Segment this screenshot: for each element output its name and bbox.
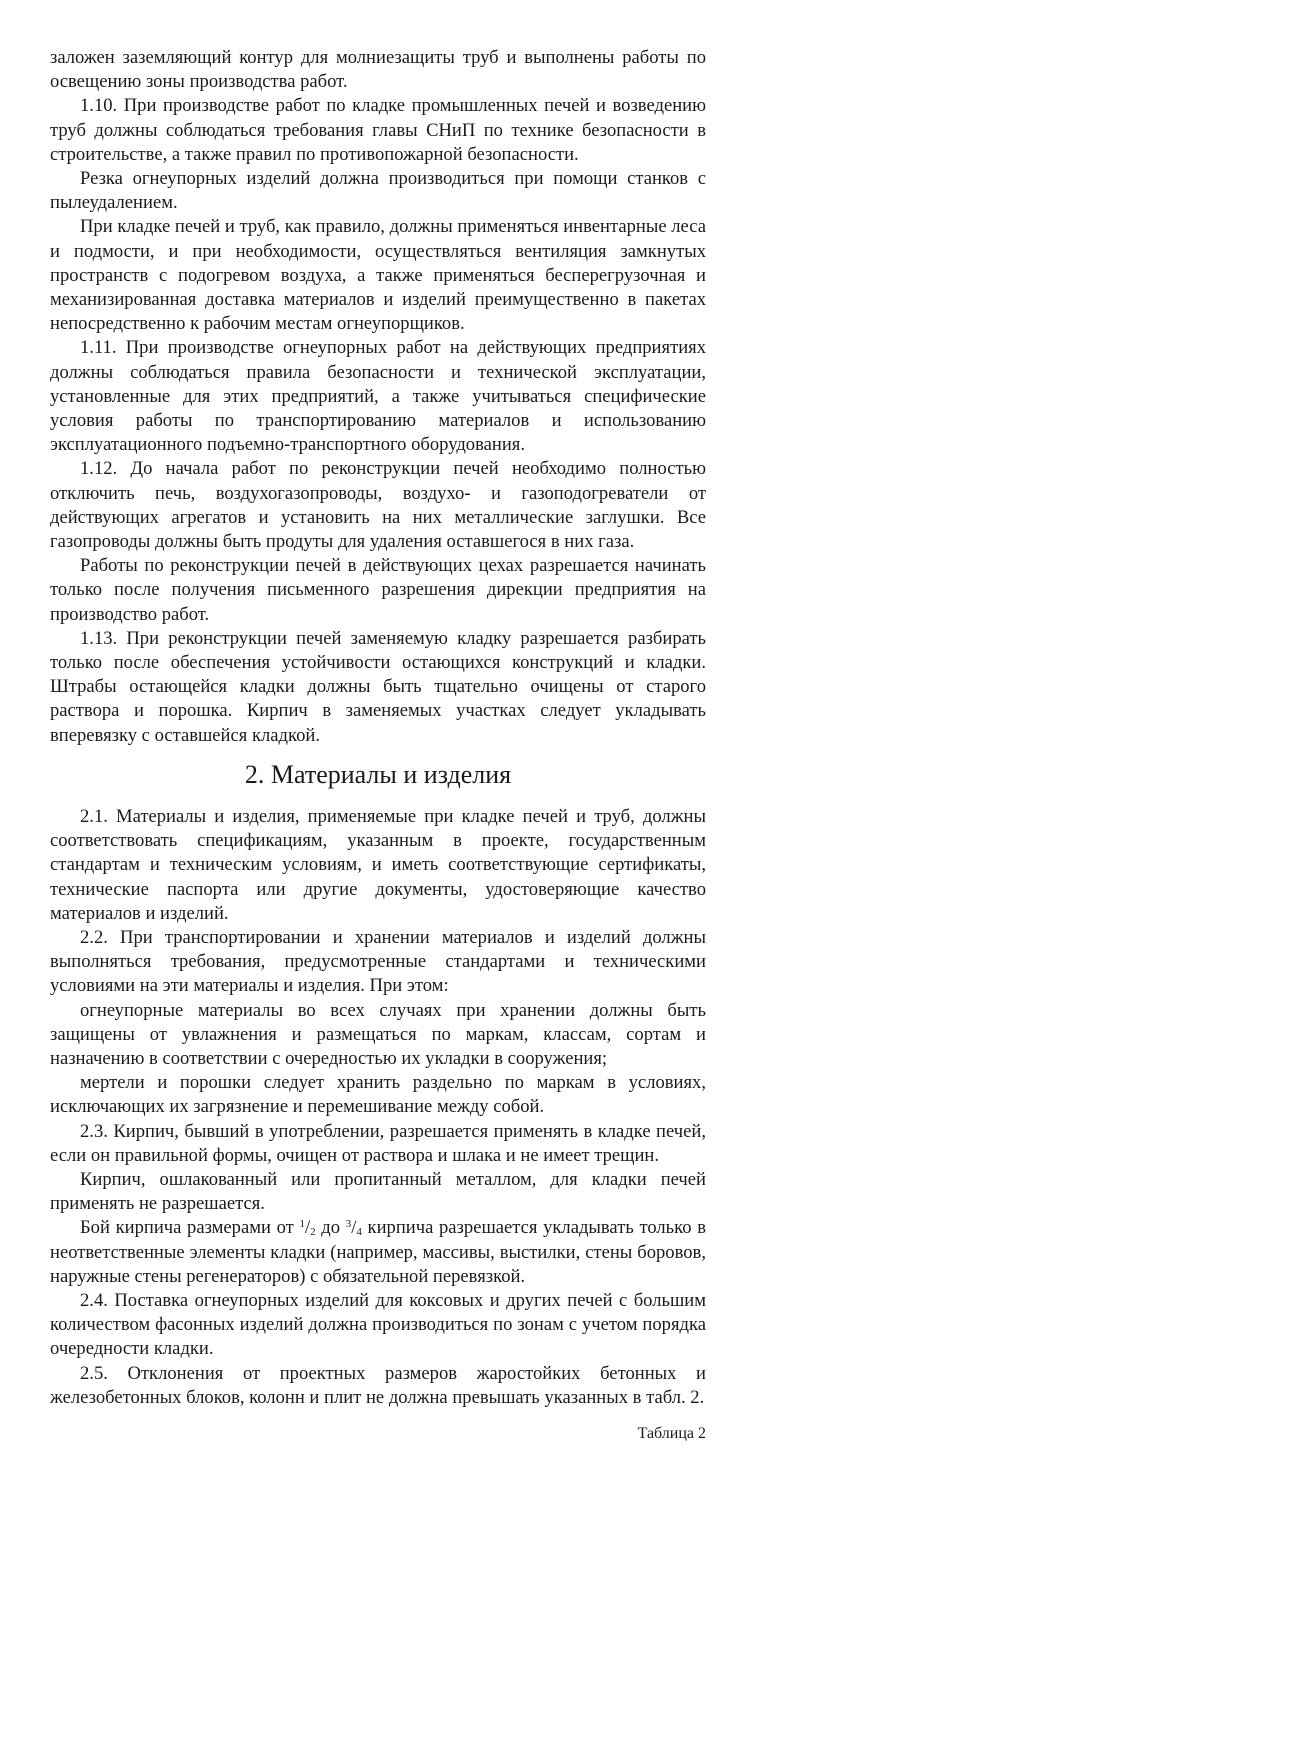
paragraph-2-1: 2.1. Материалы и изделия, применяемые при кладке печей и труб, должны соответствовать спецификациям, указанным в проекте, государственным стандартам и техническим условиям, и иметь соответствующие сертификаты, технические паспорта или другие документы, удостоверяющие качество материалов и изделий. bbox=[50, 805, 706, 924]
paragraph-cutting: Резка огнеупорных изделий должна производиться при помощи станков с пылеудалением. bbox=[50, 168, 706, 214]
paragraph-1-12: 1.12. До начала работ по реконструкции печей необходимо полностью отключить печь, воздухогазопроводы, воздухо- и газоподогреватели от действующих агрегатов и установить на них металлические заглушки. Все газопроводы должны быть продуты для удаления оставшегося в них газа. bbox=[50, 458, 706, 553]
paragraph-1-13: 1.13. При реконструкции печей заменяемую кладку разрешается разбирать только после обеспечения устойчивости остающихся конструкций и кладки. Штрабы остающейся кладки должны быть тщательно очищены от старого раствора и порошка. Кирпич в заменяемых участках следует укладывать вперевязку с оставшейся кладкой. bbox=[50, 627, 706, 746]
paragraph-2-3: 2.3. Кирпич, бывший в употреблении, разрешается применять в кладке печей, если он правильной формы, очищен от раствора и шлака и не имеет трещин. bbox=[50, 1120, 706, 1166]
fraction-1-numerator: 1 bbox=[299, 1218, 305, 1231]
paragraph-1-11: 1.11. При производстве огнеупорных работ на действующих предприятиях должны соблюдаться правила безопасности и технической эксплуатации, установленные для этих предприятий, а также учитываться специфические условия работы по транспортированию материалов и использованию эксплуатационного подъемно-транспортного оборудования. bbox=[50, 337, 706, 456]
paragraph-scaffolding: При кладке печей и труб, как правило, должны применяться инвентарные леса и подмости, и при необходимости, осуществляться вентиляция замкнутых пространств с подогревом воздуха, а также применяться бесперегрузочная и механизированная доставка материалов и изделий преимущественно в пакетах непосредственно к рабочим местам огнеупорщиков. bbox=[50, 216, 706, 335]
section-heading: 2. Материалы и изделия bbox=[244, 759, 512, 789]
paragraph-reconstruction-permit: Работы по реконструкции печей в действующих цехах разрешается начинать только после получения письменного разрешения дирекции предприятия на производство работ. bbox=[50, 555, 706, 625]
paragraph-slagged-brick: Кирпич, ошлакованный или пропитанный металлом, для кладки печей применять не разрешается. bbox=[50, 1168, 706, 1215]
paragraph-2-5: 2.5. Отклонения от проектных размеров жаростойких бетонных и железобетонных блоков, колонн и плит не должна превышать указанных в табл. 2. bbox=[50, 1362, 706, 1408]
fraction-2-denominator: 4 bbox=[356, 1226, 362, 1239]
fraction-1-denominator: 2 bbox=[310, 1226, 316, 1239]
paragraph-refractory-storage: огнеупорные материалы во всех случаях при хранении должны быть защищены от увлажнения и размещаться по маркам, классам, сортам и назначению в соответствии с очередностью их укладки в сооружения; bbox=[50, 999, 706, 1069]
paragraph-intro-continuation: заложен заземляющий контур для молниезащиты труб и выполнены работы по освещению зоны производства работ. bbox=[50, 47, 706, 93]
paragraph-2-4: 2.4. Поставка огнеупорных изделий для коксовых и других печей с большим количеством фасонных изделий должна производиться по зонам с учетом порядка очередности кладки. bbox=[50, 1289, 706, 1360]
paragraph-mortar-storage: мертели и порошки следует хранить раздельно по маркам в условиях, исключающих их загрязнение и перемешивание между собой. bbox=[50, 1072, 706, 1118]
document-page bbox=[50, 46, 706, 1446]
fraction-text-before: Бой кирпича размерами от bbox=[80, 1217, 300, 1239]
fraction-text-middle: до bbox=[315, 1217, 346, 1239]
fraction-2-numerator: 3 bbox=[345, 1218, 352, 1231]
table-caption: Таблица 2 bbox=[637, 1424, 706, 1442]
paragraph-2-2: 2.2. При транспортировании и хранении материалов и изделий должны выполняться требования, предусмотренные стандартами и техническими условиями на эти материалы и изделия. При этом: bbox=[50, 926, 706, 997]
paragraph-broken-brick: Бой кирпича размерами от $^1/_2$ до $^3/_4$ кирпича разрешается укладывать только в неответственные элементы кладки (например, массивы, выстилки, стены боровов, наружные стены регенераторов) с обязательной перевязкой. bbox=[50, 1217, 706, 1287]
fraction-text-after: кирпича разрешается укладывать только в неответственные элементы кладки (например, массивы, выстилки, стены боровов, наружные стены регенераторов) с обязательной перевязкой. bbox=[50, 1217, 706, 1287]
paragraph-1-10: 1.10. При производстве работ по кладке промышленных печей и возведению труб должны соблюдаться требования главы СНиП по технике безопасности в строительстве, а также правил по противопожарной безопасности. bbox=[50, 95, 706, 165]
